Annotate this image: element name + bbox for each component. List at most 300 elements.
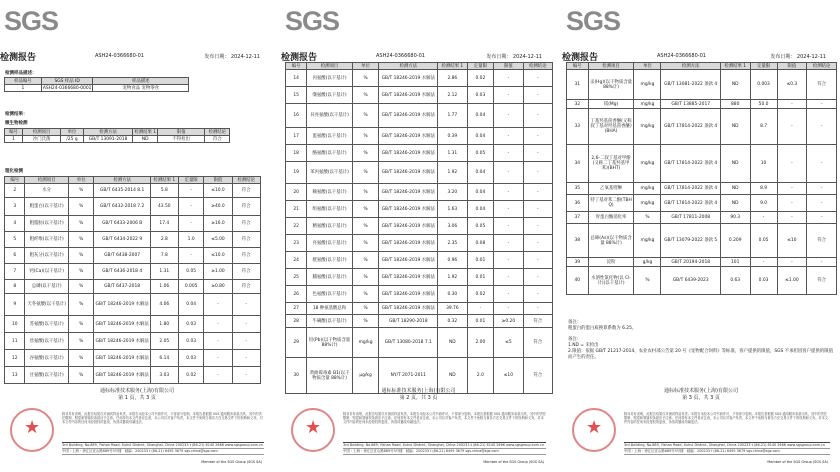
table-cell: 0.209 [720, 224, 750, 258]
company-name: 通标标准技术服务(上海)有限公司 [100, 388, 174, 394]
table-cell: 0.05 [467, 218, 494, 235]
table-cell: 2.86 [438, 70, 467, 87]
table-cell: 0.01 [467, 269, 494, 286]
table-row [5, 316, 261, 333]
table-cell: 29 [286, 328, 307, 358]
star-icon: ★ [24, 417, 41, 438]
table-cell: mg/kg [634, 109, 661, 145]
table-cell: - [777, 100, 807, 109]
table-cell: GB/T 18246-2019 水解法 [379, 303, 438, 315]
table-row [5, 333, 261, 350]
table-cell: 101 [720, 258, 750, 267]
table-cell: 4 [5, 216, 25, 232]
table-cell: % [352, 87, 379, 104]
table-cell: 0.03 [750, 267, 777, 295]
table-cell: 21 [286, 201, 307, 218]
table-cell: 胃蛋白酶消化率 [588, 212, 634, 224]
table-cell: 2.12 [438, 87, 467, 104]
table-row [567, 183, 837, 195]
table-cell: - [523, 128, 552, 145]
table-cell: GB/T 13080-2018 7.1 [379, 328, 438, 358]
table-cell: - [494, 252, 523, 269]
table-cell: % [68, 316, 94, 333]
table-cell: ND [133, 136, 158, 143]
table-cell: - [494, 201, 523, 218]
column-header: 检测结果 1 [150, 177, 178, 184]
table-cell: - [523, 269, 552, 286]
table-row [286, 184, 553, 201]
table-cell: % [352, 315, 379, 328]
table-cell: 26 [286, 286, 307, 303]
table-cell: 0.04 [178, 294, 204, 316]
table-cell: GB/T 6434-2022 9 [94, 232, 150, 248]
email: sgs.china@sgs.com [465, 449, 499, 453]
address-en: 3rd Building, No.889, Yishan Road, Xuhui District, Shanghai, China 200233 [62, 443, 189, 447]
table-row [567, 109, 837, 145]
table-cell: - [494, 269, 523, 286]
column-header: 检测方法 [379, 63, 438, 70]
table-cell: 43.50 [150, 198, 178, 216]
table-cell: 24 [286, 252, 307, 269]
column-header: 检测项目 [307, 63, 352, 70]
table-cell: GB/T 13091-2018 [83, 136, 133, 143]
company-block [281, 388, 556, 402]
table-cell: 19 [286, 162, 307, 184]
table-cell: 3 [5, 198, 25, 216]
table-row [5, 280, 261, 294]
table-cell: GB/T 6432-2018 7.2 [94, 198, 150, 216]
address-block [624, 442, 830, 455]
table-cell: mg/kg [634, 195, 661, 212]
table-cell: 9 [5, 294, 25, 316]
table-cell: 粗蛋白(以干基计) [25, 198, 68, 216]
table-cell: ND [720, 195, 750, 212]
table-row [286, 315, 553, 328]
table-cell: 15 [286, 87, 307, 104]
table-cell: GB/T 18246-2019 水解法 [94, 316, 150, 333]
table-row [5, 216, 261, 232]
table-cell: 18 种氨基酸总和 [307, 303, 352, 315]
table-cell: - [807, 109, 837, 145]
table-cell: ND [438, 328, 467, 358]
table-cell: 3.03 [150, 367, 178, 384]
table-row [286, 128, 553, 145]
table-cell: - [777, 212, 807, 224]
table-cell: % [352, 145, 379, 162]
note-line: 备注： [568, 337, 582, 342]
table-cell: GB/T 6436-2018 4 [94, 264, 150, 280]
table-cell: 谷氨酸(以干基计) [25, 350, 68, 367]
table-cell: 水溶性氯化物(以 Cl- 计)(以干基计) [588, 267, 634, 295]
website: www.sgsgroup.com.cn [224, 443, 264, 447]
table-row [286, 70, 553, 87]
table-cell: 黄曲霉毒素 B1(以干物质含量 88%计) [307, 358, 352, 394]
table-cell: - [204, 367, 232, 384]
table-cell: 0.03 [178, 333, 204, 350]
table-cell: ND [720, 183, 750, 195]
table-cell: % [634, 212, 661, 224]
table-row [286, 303, 553, 315]
table-cell: % [352, 70, 379, 87]
table-cell: 0.02 [178, 367, 204, 384]
column-header: 单位 [68, 177, 94, 184]
table-cell: - [523, 104, 552, 128]
fax: f (86-21) 6495 3679 [430, 449, 465, 453]
table-cell: 16 [286, 104, 307, 128]
phone: t (86-21) 6140 2666 [189, 443, 224, 447]
table-cell: - [467, 303, 494, 315]
column-header: 检测方法 [83, 129, 133, 136]
table-cell: 镁(Mg) [588, 100, 634, 109]
table-row [5, 184, 261, 198]
table-cell: 天冬氨酸(以干基计) [25, 294, 68, 316]
table-cell: 符合 [205, 136, 230, 143]
table-row [286, 162, 553, 184]
issue-date: 发布日期： 2024-12-11 [204, 54, 260, 60]
table-cell: 符合 [232, 216, 260, 232]
notes-block [568, 320, 834, 361]
table-cell: ND [720, 145, 750, 183]
email: sgs.china@sgs.com [184, 449, 218, 453]
table-cell: 0.39 [438, 128, 467, 145]
table-cell: 丙氨酸(以干基计) [307, 70, 352, 87]
column-header: 限值 [204, 177, 232, 184]
table-row [5, 136, 230, 143]
report-number: ASH24-0366680-01 [657, 53, 706, 59]
table-cell: - [523, 87, 552, 104]
sample-section-label: 检测样品描述： [5, 71, 37, 76]
table-cell: 11 [5, 333, 25, 350]
table-cell: GB/T 18246-2019 水解法 [379, 201, 438, 218]
member-text: Member of the SGS Group (SGS SA) [483, 460, 544, 464]
star-icon: ★ [305, 417, 322, 438]
table-cell: GB/T 13081-2022 条款 4 [661, 70, 720, 100]
report-title: 检测报告 [0, 53, 37, 63]
micro-section-label: 微生物检测 [5, 121, 28, 126]
page-number: 第 3 页，共 3 页 [682, 395, 720, 401]
table-cell: 符合 [523, 358, 552, 394]
company-seal [572, 408, 616, 452]
table-cell: 0.63 [720, 267, 750, 295]
table-cell: 苯丙氨酸(以干基计) [307, 162, 352, 184]
table-row [5, 367, 261, 384]
table-row [286, 252, 553, 269]
report-header [281, 50, 556, 62]
table-cell: mg/kg [634, 224, 661, 258]
table-cell: 36 [567, 195, 589, 212]
table-cell: - [807, 212, 837, 224]
report-footer [0, 384, 274, 472]
table-cell: 50.0 [750, 100, 777, 109]
table-cell: - [494, 218, 523, 235]
table-cell: - [232, 316, 260, 333]
column-header: 检测结果 1 [134, 129, 157, 135]
table-cell: 0.32 [438, 315, 467, 328]
table-cell: 39 [567, 258, 589, 267]
table-cell: - [523, 286, 552, 303]
table-cell: ≤10 [494, 358, 523, 394]
column-header: 编号 [5, 177, 25, 184]
table-row [567, 258, 837, 267]
table-cell: 符合 [523, 315, 552, 328]
table-cell: - [807, 258, 837, 267]
table-cell: - [523, 145, 552, 162]
note-line: 2.限值：依据 GB/T 21217-2014、农业农村部公告第 20 号《宠物配合饲料》等标准，客户提供的限值，SGS 不承担因客户提供的限值而产生的责任。 [568, 349, 834, 360]
table-cell: 0.96 [438, 252, 467, 269]
report-page-3 [562, 0, 840, 472]
table-cell: ≥40.0 [204, 198, 232, 216]
table-cell: GB/T 18246-2019 水解法 [379, 145, 438, 162]
table-cell: 2 [5, 184, 25, 198]
table-cell: 0.01 [467, 252, 494, 269]
table-cell: 汞(Hg)(以干物质含量 88%计) [588, 70, 634, 100]
table-cell: μg/kg [352, 358, 379, 394]
table-cell: 0.005 [178, 280, 204, 294]
table-cell: - [807, 195, 837, 212]
results-label: 检测结果： [5, 112, 28, 117]
report-page-1 [0, 0, 274, 472]
table-cell: % [68, 294, 94, 316]
table-cell: GB/T 18246-2019 水解法 [94, 333, 150, 350]
column-header: SGS 样品 ID [41, 78, 93, 85]
table-cell: 35 [567, 183, 589, 195]
table-cell: % [68, 350, 94, 367]
table-cell: 2.35 [438, 235, 467, 252]
sgs-logo: SGS [566, 6, 621, 36]
table-cell: % [352, 128, 379, 145]
table-cell: 0.03 [178, 316, 204, 333]
table-cell: 1.92 [438, 269, 467, 286]
table-cell: 特丁基对苯二酚(TBHQ) [588, 195, 634, 212]
table-cell: 1 [5, 85, 42, 92]
table-cell: 0.05 [467, 145, 494, 162]
table-row [286, 145, 553, 162]
table-row [286, 218, 553, 235]
table-cell: 丝氨酸(以干基计) [25, 333, 68, 350]
email: sgs.china@sgs.com [746, 449, 780, 453]
column-header: 检测结论 [232, 177, 260, 184]
table-cell: GB/T 17814-2022 条款 4 [661, 109, 720, 145]
table-cell: 34 [567, 145, 589, 183]
table-cell: 17 [286, 128, 307, 145]
table-cell: % [68, 264, 94, 280]
table-cell: - [494, 128, 523, 145]
table-cell: 2.8 [150, 232, 178, 248]
table-cell: 31 [567, 70, 589, 100]
report-title: 检测报告 [281, 53, 318, 63]
table-cell: - [494, 184, 523, 201]
table-cell: 38 [567, 224, 589, 258]
column-header: 定量限 [178, 177, 204, 184]
address-line-cn [624, 449, 830, 455]
table-cell: - [807, 100, 837, 109]
table-row [5, 198, 261, 216]
table-cell: % [352, 184, 379, 201]
table-cell: NY/T 2071-2011 [379, 358, 438, 394]
table-cell: - [494, 104, 523, 128]
disclaimer-text: 除非另有说明，此报告结果仅对测试样品负责。本报告未经本公司书面许可，不得部分复制。本报告是根据 SGS 通用服务条款出具，其中的责任限制、赔偿和管辖权条款应予注意。任何持有本文件者应注意，本公司仅对客户负责，本文件不免除当事各方在交易文件下的权利和义务。对本文件内容的任何未经授权的更改、伪造或篡改均属违法。 [343, 412, 546, 425]
table-cell: 23 [286, 235, 307, 252]
table-cell: 水分 [25, 184, 68, 198]
table-cell: 13 [5, 367, 25, 384]
table-cell: - [523, 252, 552, 269]
table-cell: 8.9 [750, 183, 777, 195]
report-page-2 [281, 0, 556, 472]
table-row [5, 264, 261, 280]
table-cell: 880 [720, 100, 750, 109]
table-cell: 8 [5, 280, 25, 294]
table-cell: 淀粉 [588, 258, 634, 267]
table-cell: - [494, 303, 523, 315]
table-row [567, 100, 837, 109]
table-cell: - [523, 184, 552, 201]
table-cell: 0.04 [467, 184, 494, 201]
table-cell: 0.003 [750, 70, 777, 100]
table-cell: GB/T 18246-2019 水解法 [379, 70, 438, 87]
table-cell: ASH24-0366680-0001 [42, 85, 92, 91]
column-header: 检测结果 1 [438, 63, 467, 70]
table-row [567, 267, 837, 295]
table-cell: GB/T 13885-2017 [661, 100, 720, 109]
table-cell: 0.02 [467, 286, 494, 303]
table-cell: 总磷(以干基计) [25, 280, 68, 294]
address-block [343, 442, 546, 455]
table-cell: 18 [286, 145, 307, 162]
star-icon: ★ [586, 417, 603, 438]
table-cell: - [494, 70, 523, 87]
table-row [286, 269, 553, 286]
column-header: 限值 [494, 63, 523, 70]
report-footer [281, 384, 556, 472]
table-cell: 37 [567, 212, 589, 224]
column-header: 单位 [61, 129, 84, 136]
table-header-row [5, 129, 230, 136]
table-cell: 2,6-二叔丁基对甲酚(又称二丁基羟基甲苯)(BHT) [588, 145, 634, 183]
column-header: 编号 [5, 129, 23, 136]
table-header-row [5, 177, 261, 184]
fax: f (86-21) 6495 3679 [711, 449, 746, 453]
column-header: 检测项目 [25, 177, 68, 184]
table-row [567, 224, 837, 258]
table-cell: 6.14 [150, 350, 178, 367]
table-cell: 符合 [807, 70, 837, 100]
table-cell: 5.8 [150, 184, 178, 198]
column-header: 单位 [634, 63, 661, 70]
report-number: ASH24-0366680-01 [95, 53, 144, 59]
table-cell: - [494, 162, 523, 184]
table-cell: % [352, 252, 379, 269]
table-cell: GB/T 18246-2019 水解法 [379, 162, 438, 184]
table-cell: mg/kg [634, 183, 661, 195]
table-cell: % [634, 267, 661, 295]
table-cell: 总砷(As)(以干物质含量 88%计) [588, 224, 634, 258]
table-cell: - [204, 350, 232, 367]
table-cell: 90.3 [720, 212, 750, 224]
table-row [286, 87, 553, 104]
table-cell: 符合 [807, 224, 837, 258]
table-cell: - [750, 258, 777, 267]
table-cell: % [352, 201, 379, 218]
table-cell: ≤0.3 [777, 70, 807, 100]
table-cell: GB/T 17811-2008 [661, 212, 720, 224]
table-cell: % [352, 162, 379, 184]
member-text: Member of the SGS Group (SGS SA) [201, 460, 262, 464]
table-cell: % [352, 269, 379, 286]
table-cell: 赖氨酸(以干基计) [307, 184, 352, 201]
table-cell: 30 [286, 358, 307, 394]
table-cell: mg/kg [634, 70, 661, 100]
table-cell: - [750, 212, 777, 224]
table-cell: GB/T 18246-2019 水解法 [379, 269, 438, 286]
table-cell: % [68, 333, 94, 350]
member-text: Member of the SGS Group (SGS SA) [767, 460, 828, 464]
address-cn: 中国・上海・徐汇区宜山路889号3号楼 邮编：200233 [343, 449, 429, 453]
table-cell: 精氨酸(以干基计) [307, 218, 352, 235]
table-cell: 2.05 [150, 333, 178, 350]
table-cell: % [352, 218, 379, 235]
table-cell: 符合 [232, 184, 260, 198]
table-cell: 酪氨酸(以干基计) [307, 145, 352, 162]
table-cell: % [68, 232, 94, 248]
table-cell: GB/T 17814-2022 条款 4 [661, 183, 720, 195]
table-cell: 14 [286, 70, 307, 87]
table-cell: mg/kg [634, 145, 661, 183]
table-cell: GB/T 18246-2019 水解法 [379, 252, 438, 269]
table-cell: ≤1.00 [777, 267, 807, 295]
table-cell: - [494, 145, 523, 162]
table-cell: 7 [5, 264, 25, 280]
table-cell: 0.30 [438, 286, 467, 303]
table-cell: mg/kg [352, 328, 379, 358]
table-cell: - [204, 333, 232, 350]
table-cell: 17.4 [150, 216, 178, 232]
table-cell: % [68, 248, 94, 264]
table-cell: 1 [5, 136, 23, 143]
phone: t (86-21) 6140 2666 [470, 443, 505, 447]
table-cell: 0.05 [750, 224, 777, 258]
table-cell: 苏氨酸(以干基计) [25, 316, 68, 333]
table-cell: 脯氨酸(以干基计) [307, 269, 352, 286]
table-cell: /25 g [61, 136, 84, 143]
table-cell: 不得检出 [158, 136, 205, 143]
table-cell: GB/T 6439-2023 [661, 267, 720, 295]
table-cell: - [523, 162, 552, 184]
column-header: 检测项目 [588, 63, 634, 70]
table-cell: - [523, 201, 552, 218]
table-cell: 9.0 [750, 195, 777, 212]
table-cell: GB/T 6435-2014 8.1 [94, 184, 150, 198]
results-table [566, 62, 837, 295]
column-header: 样品编号 [5, 78, 42, 85]
table-cell: 1.80 [150, 316, 178, 333]
table-cell: - [523, 70, 552, 87]
company-name: 通标标准技术服务(上海)有限公司 [664, 388, 738, 394]
table-cell: GB/T 18246-2019 水解法 [379, 218, 438, 235]
table-cell: 0.02 [467, 70, 494, 87]
table-cell: 22 [286, 218, 307, 235]
table-cell: 33 [567, 109, 589, 145]
table-cell: GB/T 18246-2019 水解法 [94, 367, 150, 384]
table-cell: ≤10.0 [204, 248, 232, 264]
table-cell: GB/T 18246-2019 水解法 [94, 350, 150, 367]
table-cell: 2.0 [467, 358, 494, 394]
address-cn: 中国・上海・徐汇区宜山路889号3号楼 邮编：200233 [624, 449, 710, 453]
column-header: 检测方法 [94, 177, 150, 184]
column-header: 检测结论 [205, 129, 230, 136]
table-cell: - [178, 248, 204, 264]
table-header-row [286, 63, 553, 70]
table-cell: GB/T 18290-2018 [379, 315, 438, 328]
